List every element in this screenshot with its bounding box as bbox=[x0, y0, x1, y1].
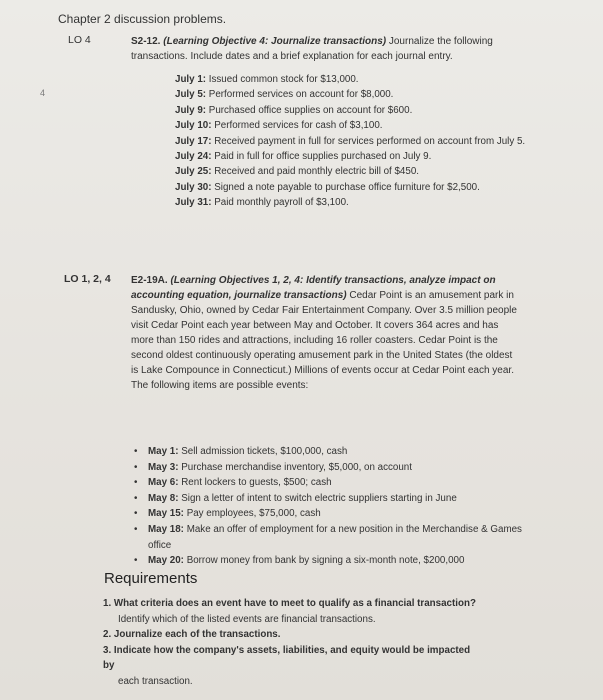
event-text: Rent lockers to guests, $500; cash bbox=[181, 477, 332, 489]
list-item bbox=[134, 475, 524, 491]
list-item bbox=[134, 522, 524, 553]
problem-body: Cedar Point is an amusement park in Sandusky, Ohio, owned by Cedar Fair Entertainment Company. Over 3.5 million people visit Cedar Point each year between May and October. It covers 364 acres and has more than 150 rides and attractions, including 16 roller coasters. Cedar Point is the second oldest continuously operating amusement park in the United States (the oldest is Lake Compounce in Connecticut.) Millions of events occur at Cedar Point each year. The following items are possible events: bbox=[131, 290, 517, 391]
entry-date: July 9: bbox=[175, 104, 207, 116]
event-date: May 15: bbox=[148, 508, 184, 520]
entry-text: Performed services on account for $8,000. bbox=[208, 89, 394, 101]
event-text: Sell admission tickets, $100,000, cash bbox=[181, 446, 348, 457]
event-text: Purchase merchandise inventory, $5,000, on account bbox=[181, 461, 412, 473]
requirement-item: 2. Journalize each of the transactions. bbox=[103, 629, 281, 640]
entry-date: July 5: bbox=[175, 89, 207, 101]
margin-mark: 4 bbox=[40, 88, 46, 98]
entry-text: Paid in full for office supplies purchased on July 9. bbox=[214, 151, 432, 163]
transaction-entry bbox=[175, 87, 545, 102]
problem-objective: (Learning Objectives 1, 2, 4: Identify transactions, analyze impact on accounting equation, journalize transactions) bbox=[131, 275, 496, 301]
transaction-entry bbox=[175, 195, 545, 210]
problem-id: S2-12. bbox=[131, 36, 161, 47]
event-date: May 18: bbox=[148, 523, 184, 535]
entry-text: Issued common stock for $13,000. bbox=[208, 74, 359, 85]
entry-text: Received and paid monthly electric bill of $450. bbox=[214, 166, 419, 178]
entry-date: July 30: bbox=[175, 181, 212, 193]
requirement-item: 3. Indicate how the company's assets, liabilities, and equity would be impacted by bbox=[103, 644, 471, 671]
transaction-entry bbox=[175, 103, 545, 118]
event-date: May 8: bbox=[148, 492, 179, 504]
requirement-subtext: Identify which of the listed events are financial transactions. bbox=[118, 613, 376, 625]
learning-objective-label: LO 1, 2, 4 bbox=[64, 273, 111, 285]
learning-objective-label: LO 4 bbox=[68, 34, 91, 46]
event-text: Make an offer of employment for a new position in the Merchandise & Games office bbox=[148, 523, 522, 551]
page-header: Chapter 2 discussion problems. bbox=[58, 12, 227, 26]
entry-date: July 24: bbox=[175, 151, 212, 163]
requirements-list bbox=[103, 596, 483, 689]
problem-heading bbox=[131, 34, 541, 64]
problem-id: E2-19A. bbox=[131, 275, 168, 286]
transaction-entry bbox=[175, 72, 545, 87]
transaction-entry bbox=[175, 134, 545, 149]
requirement-item: 1. What criteria does an event have to meet to qualify as a financial transaction? bbox=[103, 598, 476, 609]
event-list bbox=[134, 444, 524, 569]
entry-text: Received payment in full for services performed on account from July 5. bbox=[214, 135, 526, 147]
transaction-entry bbox=[175, 149, 545, 164]
transaction-entry bbox=[175, 118, 545, 133]
list-item bbox=[134, 506, 524, 522]
problem-instructions: Journalize the following transactions. Include dates and a brief explanation for each journal entry. bbox=[131, 36, 493, 62]
transaction-entry bbox=[175, 164, 545, 179]
list-item bbox=[134, 553, 524, 569]
event-date: May 1: bbox=[148, 446, 179, 457]
entry-text: Paid monthly payroll of $3,100. bbox=[214, 197, 349, 209]
requirement-subtext: each transaction. bbox=[118, 675, 193, 687]
requirements-title: Requirements bbox=[104, 570, 198, 587]
entry-text: Signed a note payable to purchase office furniture for $2,500. bbox=[214, 181, 480, 193]
event-date: May 3: bbox=[148, 461, 179, 473]
event-text: Borrow money from bank by signing a six-month note, $200,000 bbox=[186, 555, 465, 567]
event-date: May 20: bbox=[148, 555, 184, 567]
list-item bbox=[134, 491, 524, 507]
entry-date: July 10: bbox=[175, 120, 212, 132]
list-item bbox=[134, 444, 524, 460]
entry-date: July 31: bbox=[175, 197, 212, 209]
entry-date: July 17: bbox=[175, 135, 212, 147]
entry-date: July 1: bbox=[175, 74, 207, 85]
problem-objective: (Learning Objective 4: Journalize transactions) bbox=[163, 36, 387, 47]
list-item bbox=[134, 460, 524, 476]
transaction-list bbox=[175, 72, 545, 211]
entry-text: Purchased office supplies on account for $600. bbox=[208, 104, 413, 116]
transaction-entry bbox=[175, 180, 545, 195]
entry-date: July 25: bbox=[175, 166, 212, 178]
event-text: Pay employees, $75,000, cash bbox=[186, 508, 321, 520]
event-date: May 6: bbox=[148, 477, 179, 489]
event-text: Sign a letter of intent to switch electric suppliers starting in June bbox=[181, 492, 457, 504]
problem-heading bbox=[131, 273, 521, 393]
entry-text: Performed services for cash of $3,100. bbox=[214, 120, 383, 132]
